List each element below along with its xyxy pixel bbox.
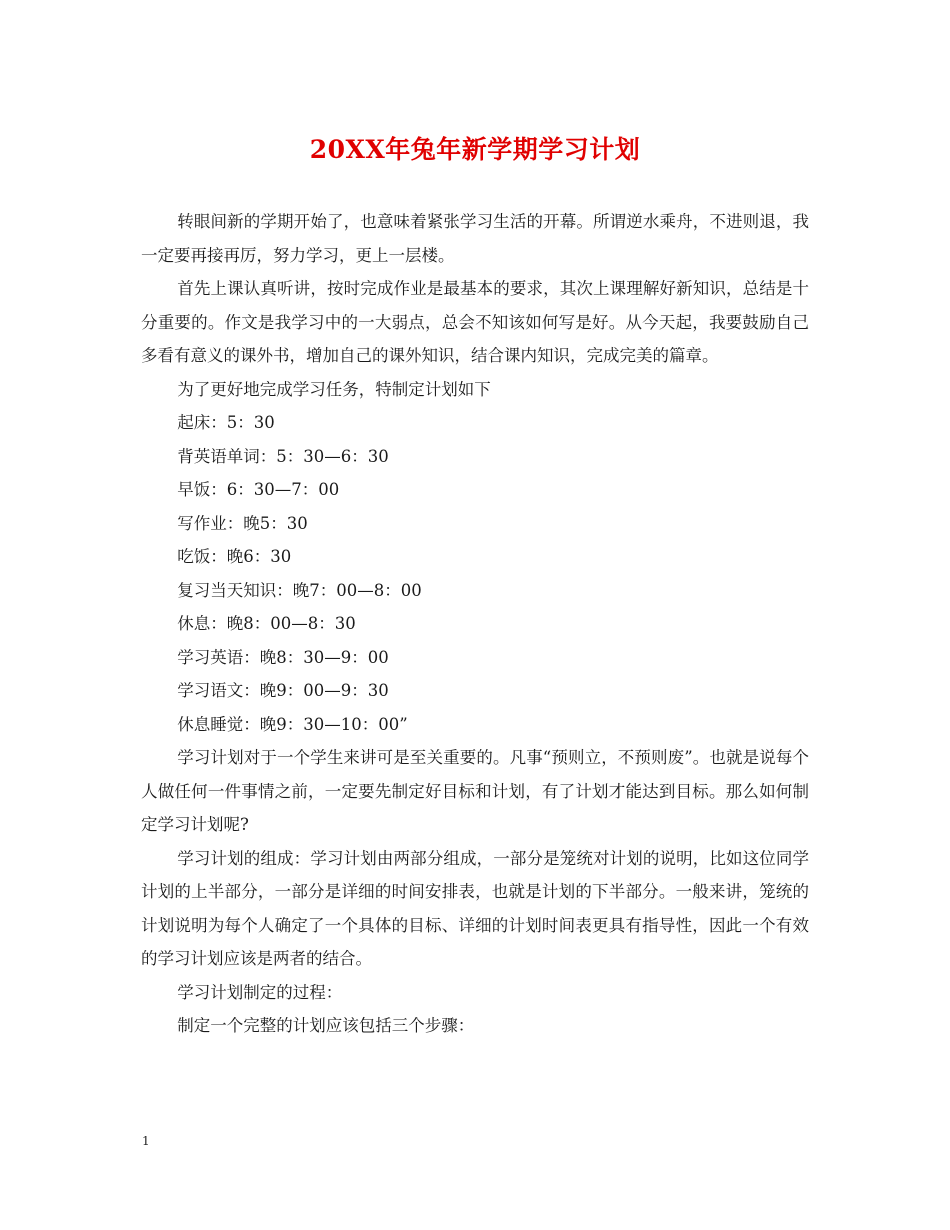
schedule-item: 起床：5：30 <box>177 413 275 432</box>
page-number: 1 <box>142 1134 150 1148</box>
paragraph-process: 学习计划制定的过程： <box>177 982 343 1002</box>
schedule-item: 早饭：6：30—7：00 <box>177 480 340 499</box>
schedule-item: 背英语单词：5：30—6：30 <box>177 446 389 466</box>
document-title: 20XX年兔年新学期学习计划 <box>309 135 641 164</box>
schedule-item: 休息：晚8：00—8：30 <box>177 614 356 633</box>
paragraph-composition: 学习计划的组成：学习计划由两部分组成，一部分是笼统对计划的说明，比如这位同学计划的上半部分，一部分是详细的时间安排表，也就是计划的下半部分。一般来讲，笼统的计划说明为每个人确定了一个具体的目标、详细的计划时间表更具有指导性，因此一个有效的学习计划应该是两者的结合。 <box>141 848 809 968</box>
paragraph-intro: 转眼间新的学期开始了，也意味着紧张学习生活的开幕。所谓逆水乘舟，不进则退，我一定要再接再厉，努力学习，更上一层楼。 <box>141 212 809 265</box>
paragraph-steps: 制定一个完整的计划应该包括三个步骤： <box>177 1016 475 1035</box>
paragraph-method: 首先上课认真听讲，按时完成作业是最基本的要求，其次上课理解好新知识，总结是十分重要的。作文是我学习中的一大弱点，总会不知该如何写是好。从今天起，我要鼓励自己多看有意义的课外书，增加自己的课外知识，结合课内知识，完成完美的篇章。 <box>141 279 809 365</box>
paragraph-plan-intro: 为了更好地完成学习任务，特制定计划如下 <box>177 379 491 399</box>
schedule-item: 学习语文：晚9：00—9：30 <box>177 681 389 700</box>
schedule-item: 休息睡觉：晚9：30—10：00” <box>177 714 408 734</box>
schedule-item: 吃饭：晚6：30 <box>177 547 292 566</box>
schedule-item: 复习当天知识：晚7：00—8：00 <box>177 580 422 600</box>
paragraph-importance: 学习计划对于一个学生来讲可是至关重要的。凡事“预则立，不预则废”。也就是说每个人做任何一件事情之前，一定要先制定好目标和计划，有了计划才能达到目标。那么如何制定学习计划呢? <box>141 748 809 834</box>
schedule-item: 学习英语：晚8：30—9：00 <box>177 647 389 667</box>
document-body <box>141 205 809 1043</box>
schedule-item: 写作业：晚5：30 <box>177 513 308 533</box>
